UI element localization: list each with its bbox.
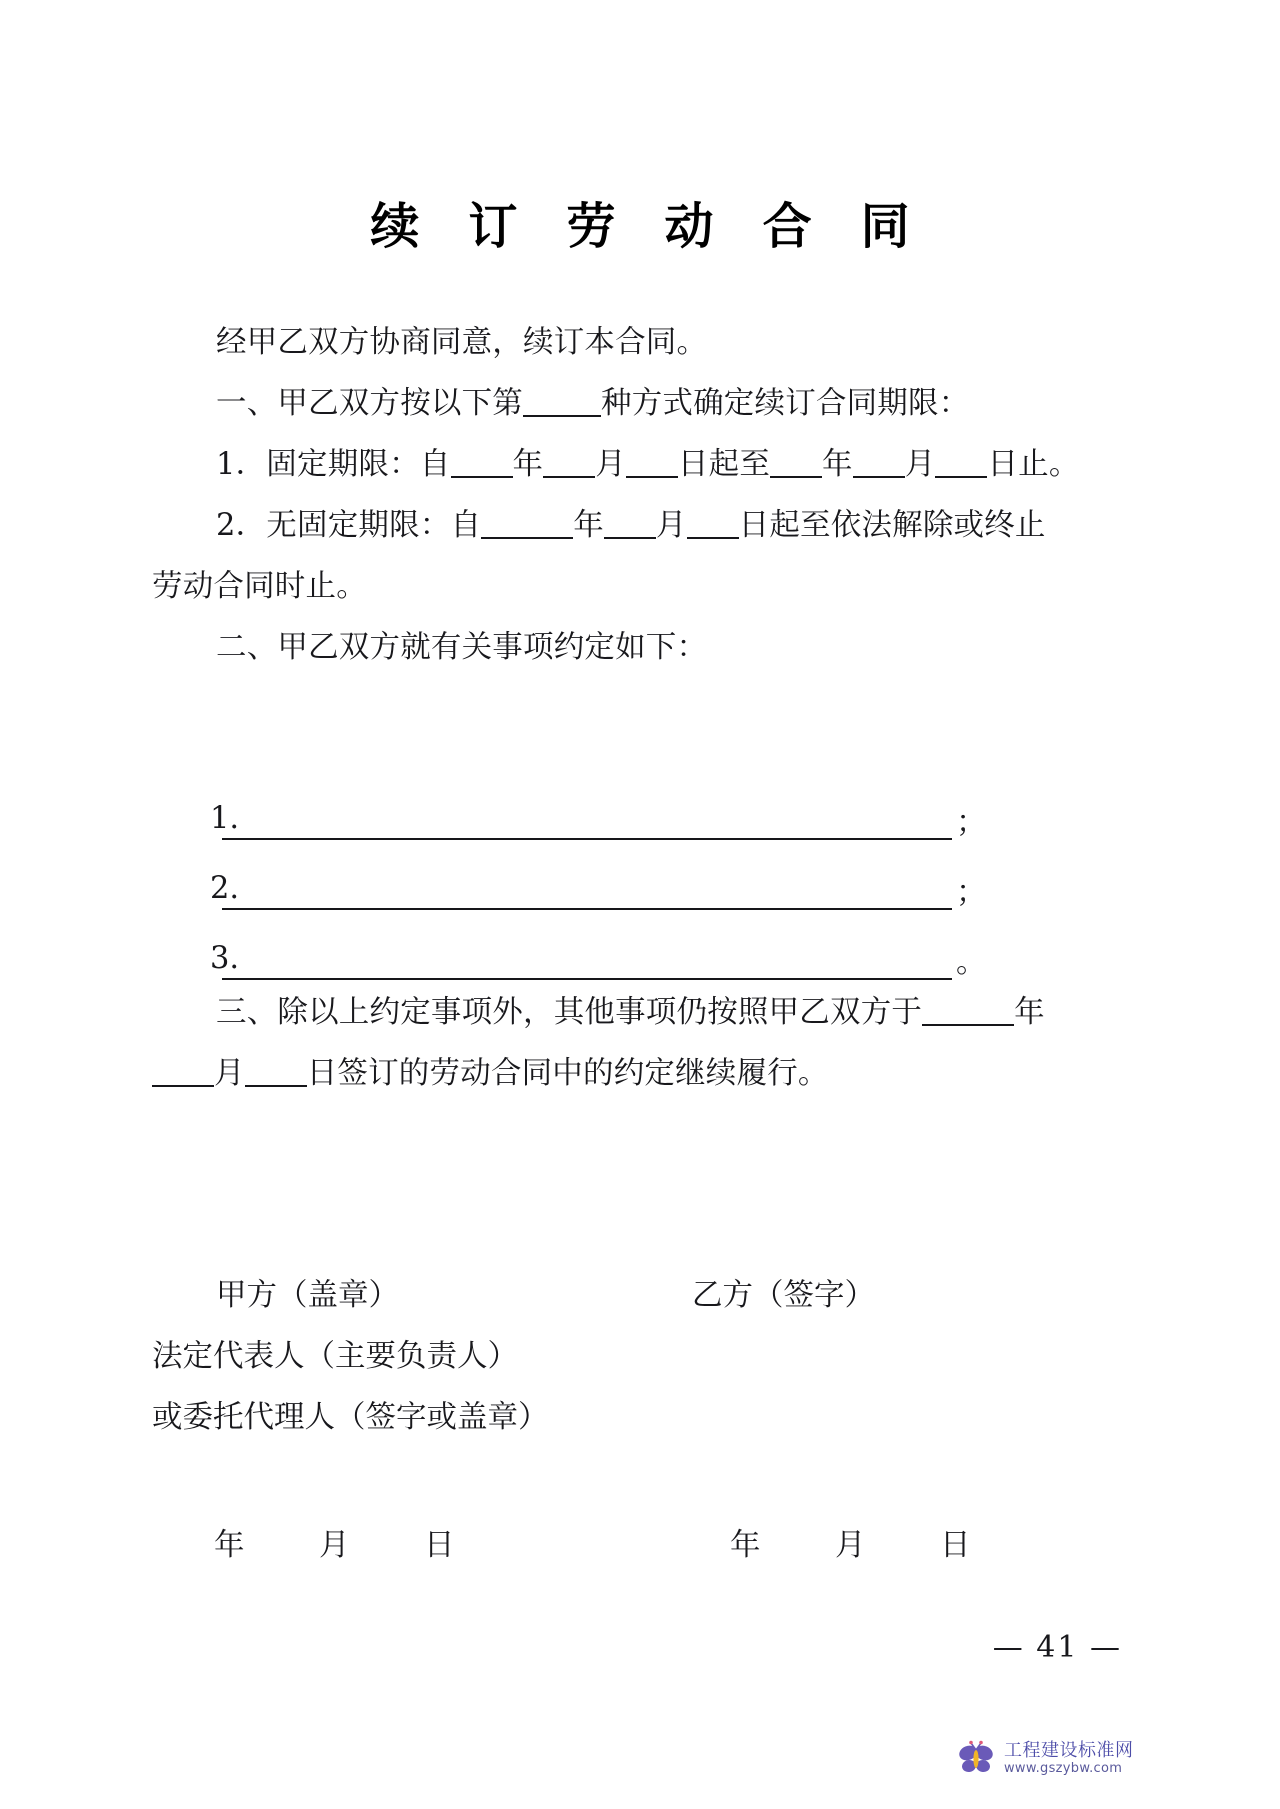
list-item	[152, 910, 987, 980]
butterfly-logo-icon	[956, 1739, 996, 1779]
agreement-item-number: 2.	[210, 870, 240, 906]
agreement-items-list	[152, 770, 987, 980]
intro-text: 经甲乙双方协商同意，续订本合同。	[216, 325, 708, 360]
page-number: — 41 —	[992, 1630, 1122, 1665]
open-term-month-unit: 月	[655, 508, 687, 543]
authorized-agent-label: 或委托代理人（签字或盖章）	[152, 1400, 549, 1435]
watermark-site-name: 工程建设标准网	[1004, 1740, 1134, 1762]
section-two-lead: 二、甲乙双方就有关事项约定如下：	[216, 630, 708, 665]
fixed-term-day-start-unit: 日起至	[677, 447, 771, 482]
open-term-month-blank[interactable]	[604, 513, 656, 539]
page-title: 续 订 劳 动 合 同	[370, 198, 926, 255]
section-one-lead-after: 种方式确定续订合同期限：	[601, 386, 970, 421]
fixed-term-month2-unit: 月	[904, 447, 936, 482]
fixed-term-month-unit: 月	[595, 447, 626, 482]
signature-header-row	[152, 1265, 992, 1326]
section-three-year-blank[interactable]	[922, 1000, 1014, 1026]
section-three-month-unit: 月	[214, 1056, 245, 1091]
agreement-item-terminator: ；	[956, 804, 987, 840]
section-two-heading	[152, 617, 982, 678]
open-term-year-unit: 年	[573, 508, 604, 543]
section-three-lead-before: 三、除以上约定事项外，其他事项仍按照甲乙双方于	[216, 995, 923, 1030]
section-three-day-blank[interactable]	[245, 1061, 307, 1087]
open-term-year-blank[interactable]	[481, 513, 573, 539]
fixed-term-label: 1．固定期限：自	[216, 447, 451, 482]
party-a-label: 甲方（盖章）	[216, 1278, 399, 1313]
open-term-label: 2．无固定期限：自	[216, 508, 482, 543]
open-term-continuation-text: 劳动合同时止。	[152, 569, 367, 604]
open-term-day-blank[interactable]	[687, 513, 739, 539]
fixed-term-line	[152, 434, 1080, 495]
agreement-item-terminator: 。	[956, 944, 987, 980]
document-body	[152, 312, 1080, 678]
fixed-term-start-month-blank[interactable]	[543, 452, 595, 478]
list-item	[152, 770, 987, 840]
agreement-item-terminator: ；	[956, 874, 987, 910]
fixed-term-start-day-blank[interactable]	[626, 452, 678, 478]
fixed-term-start-year-blank[interactable]	[451, 452, 513, 478]
watermark-url: www.gszybw.com	[1004, 1760, 1123, 1776]
section-three-month-blank[interactable]	[152, 1061, 214, 1087]
party-b-date: 年 月 日	[730, 1528, 993, 1563]
fixed-term-end-month-blank[interactable]	[853, 452, 905, 478]
agreement-item-number: 3.	[210, 940, 240, 976]
section-one-heading	[152, 373, 982, 434]
section-one-lead-before: 一、甲乙双方按以下第	[216, 386, 523, 421]
party-b-label: 乙方（签字）	[692, 1278, 875, 1313]
section-three-tail: 日签订的劳动合同中的约定继续履行。	[306, 1056, 829, 1091]
agreement-item-number: 1.	[210, 800, 240, 836]
section-three-year-unit: 年	[1014, 995, 1045, 1030]
open-term-continuation	[152, 556, 982, 617]
agreement-item-input-3[interactable]	[222, 948, 952, 980]
agreement-item-input-2[interactable]	[222, 878, 952, 910]
section-one-option-blank[interactable]	[523, 391, 601, 417]
fixed-term-year-unit: 年	[512, 447, 544, 482]
legal-representative-label: 法定代表人（主要负责人）	[152, 1339, 518, 1374]
date-row	[152, 1520, 992, 1570]
watermark-text	[1004, 1741, 1134, 1777]
list-item	[152, 840, 987, 910]
agreement-item-input-1[interactable]	[222, 808, 952, 840]
section-three	[152, 982, 1045, 1104]
signature-block	[152, 1265, 992, 1448]
intro-paragraph	[152, 312, 982, 373]
fixed-term-day-end-unit: 日止。	[987, 447, 1080, 482]
legal-representative-row	[152, 1326, 992, 1387]
fixed-term-end-day-blank[interactable]	[935, 452, 987, 478]
fixed-term-year2-unit: 年	[822, 447, 853, 482]
fixed-term-end-year-blank[interactable]	[770, 452, 822, 478]
open-term-day-unit: 日起至依法解除或终止	[738, 508, 1046, 543]
section-three-line-1	[152, 982, 1045, 1043]
open-term-line	[152, 495, 1046, 556]
authorized-agent-row	[152, 1387, 992, 1448]
site-watermark	[956, 1728, 1256, 1790]
party-a-date: 年 月 日	[214, 1528, 477, 1563]
section-three-line-2	[152, 1043, 988, 1104]
